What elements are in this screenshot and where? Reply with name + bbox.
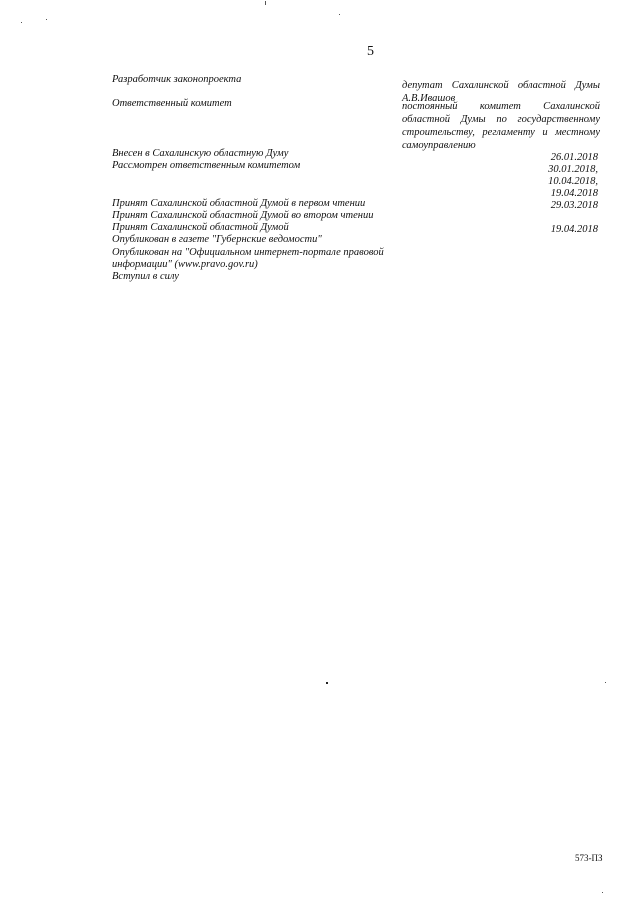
considered-date-3: 19.04.2018	[550, 188, 598, 199]
scan-speck	[339, 14, 340, 15]
published-portal-label-2: информации" (www.pravo.gov.ru)	[112, 259, 258, 270]
entered-force-label: Вступил в силу	[112, 271, 179, 282]
considered-date-1: 30.01.2018,	[548, 164, 598, 175]
submitted-date: 26.01.2018	[550, 152, 598, 163]
committee-line-1: постоянный комитет Сахалинской	[402, 101, 600, 112]
scan-speck	[46, 19, 47, 20]
committee-label: Ответственный комитет	[112, 98, 232, 109]
committee-line-4: самоуправлению	[402, 140, 476, 151]
scan-speck	[602, 892, 603, 893]
submitted-label: Внесен в Сахалинскую областную Думу	[112, 148, 289, 159]
document-code: 573-ПЗ	[575, 853, 603, 863]
scan-speck	[326, 682, 328, 684]
considered-date-2: 10.04.2018,	[548, 176, 598, 187]
scan-speck	[265, 1, 266, 5]
published-portal-label-1: Опубликован на "Официальном интернет-портале правовой	[112, 247, 384, 258]
scan-speck	[605, 682, 606, 683]
page-number: 5	[367, 44, 374, 59]
developer-line-2: А.В.Ивашов	[402, 93, 456, 104]
adopted-label: Принят Сахалинской областной Думой	[112, 222, 289, 233]
published-newspaper-label: Опубликован в газете "Губернские ведомости"	[112, 234, 322, 245]
developer-label: Разработчик законопроекта	[112, 74, 242, 85]
scan-speck	[21, 22, 22, 23]
second-reading-label: Принят Сахалинской областной Думой во втором чтении	[112, 210, 374, 221]
committee-line-2: областной Думы по государственному	[402, 114, 600, 125]
adopted-date: 19.04.2018	[550, 224, 598, 235]
committee-line-3: строительству, регламенту и местному	[402, 127, 600, 138]
first-reading-date: 29.03.2018	[550, 200, 598, 211]
considered-label: Рассмотрен ответственным комитетом	[112, 160, 301, 171]
developer-line-1: депутат Сахалинской областной Думы	[402, 80, 600, 91]
first-reading-label: Принят Сахалинской областной Думой в первом чтении	[112, 198, 366, 209]
